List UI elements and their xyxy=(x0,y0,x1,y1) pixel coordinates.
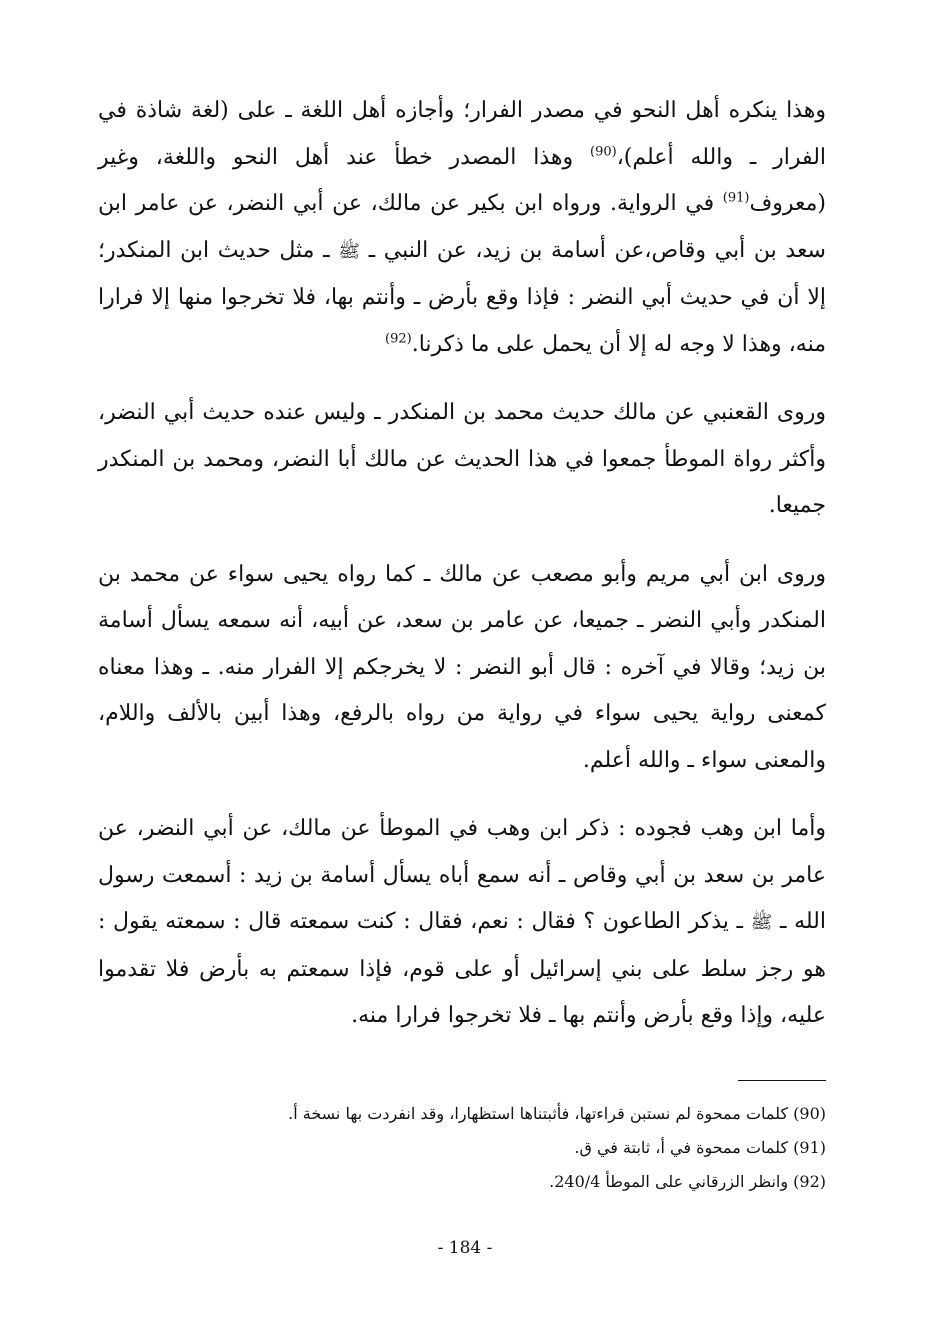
paragraph-1-part-3: في الرواية. ورواه ابن بكير عن مالك، عن أبي النضر، عن عامر ابن سعد بن أبي وقاص،عن أسامة بن زيد، عن النبي ـ xyxy=(98,191,826,263)
paragraph-4-part-2: ـ يذكر الطاعون ؟ فقال : نعم، فقال : كنت سمعته قال : سمعته يقول : هو رجز سلط على بني إسرائيل أو على قوم، فإذا سمعتم به بأرض فلا تقدموا عليه، وإذا وقع بأرض وأنتم بها ـ فلا تخرجوا فرارا منه. xyxy=(98,909,826,1028)
salla-symbol: ﷺ xyxy=(338,240,360,262)
page-number: - 184 - xyxy=(437,1238,493,1258)
footnote-91: (91) كلمات ممحوة في أ، ثابتة في ق. xyxy=(574,1137,826,1157)
footnote-ref-91: (91) xyxy=(722,190,750,206)
footnote-90: (90) كلمات ممحوة لم نستبن قراءتها، فأثبتناها استظهارا، وقد انفردت بها نسخة أ. xyxy=(288,1103,826,1123)
paragraph-3: وروى ابن أبي مريم وأبو مصعب عن مالك ـ كما رواه يحيى سواء عن محمد بن المنكدر وأبي النضر ـ جميعا، عن عامر بن سعد، عن أبيه، أنه سمعه يسأل أسامة بن زيد؛ وقالا في آخره : قال أبو النضر : لا يخرجكم إلا الفرار منه. ـ وهذا معناه كمعنى رواية يحيى سواء في رواية من رواه بالرفع، وهذا أبين بالألف واللام، والمعنى سواء ـ والله أعلم. xyxy=(98,561,826,773)
paragraph-4-part-1: وأما ابن وهب فجوده : ذكر ابن وهب في الموطأ عن مالك، عن أبي النضر، عن عامر بن سعد بن أبي وقاص ـ أنه سمع أباه يسأل أسامة بن زيد : أسمعت رسول الله ـ xyxy=(98,816,826,934)
paragraph-4 xyxy=(98,806,826,1040)
paragraph-1 xyxy=(98,88,826,368)
footnote-ref-92: (92) xyxy=(385,331,412,347)
paragraph-1-part-1: وهذا ينكره أهل النحو في مصدر الفرار؛ وأجازه أهل اللغة ـ على (لغة شاذة في الفرار ـ والله أعلم)، xyxy=(98,98,827,170)
paragraph-1-part-4: ـ مثل حديث ابن المنكدر؛ إلا أن في حديث أبي النضر : فإذا وقع بأرض ـ وأنتم بها، فلا تخرجوا منها إلا فرارا منه، وهذا لا وجه له إلا أن يحمل على ما ذكرنا. xyxy=(98,237,826,357)
paragraph-2: وروى القعنبي عن مالك حديث محمد بن المنكدر ـ وليس عنده حديث أبي النضر، وأكثر رواة الموطأ جمعوا في هذا الحديث عن مالك أبا النضر، ومحمد بن المنكدر جميعا. xyxy=(98,400,826,518)
footnote-92: (92) وانظر الزرقاني على الموطأ 240/4. xyxy=(549,1171,826,1191)
salla-symbol: ﷺ xyxy=(750,912,773,933)
footnote-divider xyxy=(738,1080,826,1081)
footnote-ref-90: (90) xyxy=(590,144,617,160)
paragraph-1-part-2: وهذا المصدر خطأ عند أهل النحو واللغة، وغير (معروف xyxy=(98,144,826,216)
